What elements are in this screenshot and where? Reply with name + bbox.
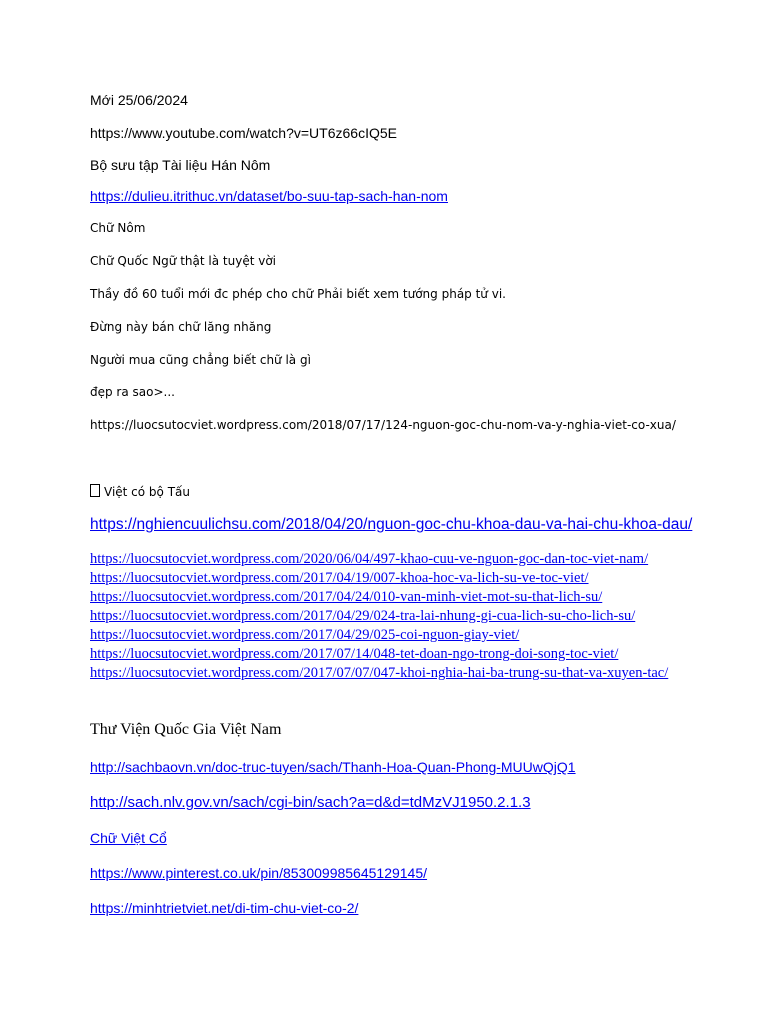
minhtrietviet-link[interactable]: https://minhtrietviet.net/di-tim-chu-viet-co-2/ xyxy=(90,900,359,916)
checkbox-glyph-icon xyxy=(90,484,100,497)
link-list-item[interactable]: https://luocsutocviet.wordpress.com/2017/07/14/048-tet-doan-ngo-trong-doi-song-toc-viet/ xyxy=(90,646,619,662)
section-heading xyxy=(90,484,190,499)
chu-viet-co-link[interactable]: Chữ Việt Cổ xyxy=(90,830,167,846)
link-list-item[interactable]: https://luocsutocviet.wordpress.com/2017/07/07/047-khoi-nghia-hai-ba-trung-su-that-va-xuyen-tac/ xyxy=(90,665,669,681)
link-list-item[interactable]: https://luocsutocviet.wordpress.com/2017/04/19/007-khoa-hoc-va-lich-su-ve-toc-viet/ xyxy=(90,570,589,586)
link-list-item[interactable]: https://luocsutocviet.wordpress.com/2020/06/04/497-khao-cuu-ve-nguon-goc-dan-toc-viet-nam/ xyxy=(90,551,649,567)
section-heading-text: Việt có bộ Tấu xyxy=(104,485,190,499)
link-list xyxy=(90,550,680,683)
link-list-item[interactable]: https://luocsutocviet.wordpress.com/2017/04/29/024-tra-lai-nhung-gi-cua-lich-su-cho-lich-su/ xyxy=(90,608,636,624)
link-list-item[interactable]: https://luocsutocviet.wordpress.com/2017/04/24/010-van-minh-viet-mot-su-that-lich-su/ xyxy=(90,589,603,605)
note-line: Đừng này bán chữ lăng nhăng xyxy=(90,320,272,334)
library-heading: Thư Viện Quốc Gia Việt Nam xyxy=(90,721,282,738)
note-line: Thầy đồ 60 tuổi mới đc phép cho chữ Phải biết xem tướng pháp tử vi. xyxy=(90,287,506,301)
sachbao-link[interactable]: http://sachbaovn.vn/doc-truc-tuyen/sach/Thanh-Hoa-Quan-Phong-MUUwQjQ1 xyxy=(90,759,576,775)
note-line: Người mua cũng chẳng biết chữ là gì xyxy=(90,353,311,367)
nlv-link[interactable]: http://sach.nlv.gov.vn/sach/cgi-bin/sach?a=d&d=tdMzVJ1950.2.1.3 xyxy=(90,794,531,811)
date-line: Mới 25/06/2024 xyxy=(90,92,188,108)
note-line: đẹp ra sao>... xyxy=(90,385,175,399)
pinterest-link[interactable]: https://www.pinterest.co.uk/pin/853009985645129145/ xyxy=(90,865,428,881)
note-line: Chữ Nôm xyxy=(90,221,146,235)
note-line: Chữ Quốc Ngữ thật là tuyệt vời xyxy=(90,254,276,268)
collection-title: Bộ sưu tập Tài liệu Hán Nôm xyxy=(90,157,271,173)
main-history-link[interactable]: https://nghiencuulichsu.com/2018/04/20/nguon-goc-chu-khoa-dau-va-hai-chu-khoa-dau/ xyxy=(90,516,693,533)
note-url-text: https://luocsutocviet.wordpress.com/2018/07/17/124-nguon-goc-chu-nom-va-y-nghia-viet-co-xua/ xyxy=(90,418,676,432)
link-list-item[interactable]: https://luocsutocviet.wordpress.com/2017/04/29/025-coi-nguon-giay-viet/ xyxy=(90,627,520,643)
collection-link[interactable]: https://dulieu.itrithuc.vn/dataset/bo-suu-tap-sach-han-nom xyxy=(90,188,448,204)
youtube-url-text: https://www.youtube.com/watch?v=UT6z66cIQ5E xyxy=(90,125,397,141)
